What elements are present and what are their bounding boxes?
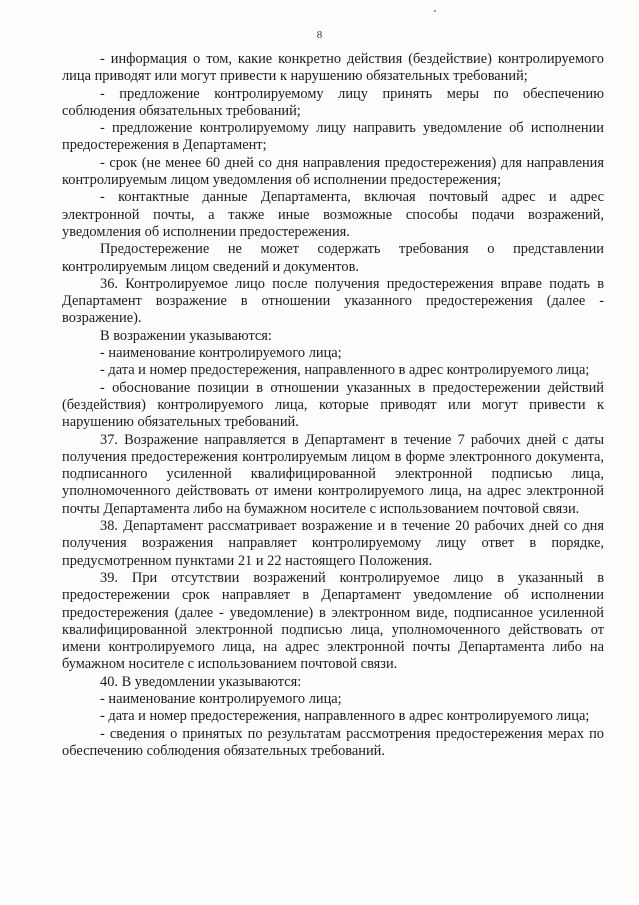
paragraph: - сведения о принятых по результатам рассмотрения предостережения мерах по обеспечению соблюдения обязательных требований.	[62, 725, 604, 759]
paragraph: Предостережение не может содержать требования о представлении контролируемым лицом сведений и документов.	[62, 241, 604, 275]
paragraph: - наименование контролируемого лица;	[100, 345, 342, 362]
paragraph: - предложение контролируемому лицу направить уведомление об исполнении предостережения в Департамент;	[62, 120, 604, 154]
paragraph: - предложение контролируемому лицу принять меры по обеспечению соблюдения обязательных требований;	[62, 85, 604, 119]
paragraph: - дата и номер предостережения, направленного в адрес контролируемого лица;	[100, 362, 590, 379]
paragraph: 37. Возражение направляется в Департамент в течение 7 рабочих дней с даты получения предостережения контролируемым лицом в форме электронного документа, подписанного усиленной квалифицированной электронной подписью лица, уполномоченного действовать от имени контролируемого лица, на адрес электронной почты Департамента либо на бумажном носителе с использованием почтовой связи.	[62, 431, 604, 517]
paragraph: 39. При отсутствии возражений контролируемое лицо в указанный в предостережении срок направляет в Департамент уведомление об исполнении предостережения (далее - уведомление) в электронном виде, подписанное усиленной квалифицированной электронной подписью лица, уполномоченного действовать от имени контролируемого лица, на адрес электронной почты Департамента либо на бумажном носителе с использованием почтовой связи.	[62, 569, 604, 673]
paragraph: 40. В уведомлении указываются:	[100, 673, 302, 690]
page-number: 8	[316, 29, 323, 41]
paragraph: - обоснование позиции в отношении указанных в предостережении действий (бездействия) контролируемого лица, которые приводят или могут привести к нарушению обязательных требований.	[62, 379, 604, 431]
scan-speck	[434, 10, 436, 12]
paragraph: - дата и номер предостережения, направленного в адрес контролируемого лица;	[100, 708, 590, 725]
paragraph: - наименование контролируемого лица;	[100, 690, 342, 707]
paragraph: 36. Контролируемое лицо после получения предостережения вправе подать в Департамент возражение в отношении указанного предостережения (далее - возражение).	[62, 275, 604, 327]
paragraph: - информация о том, какие конкретно действия (бездействие) контролируемого лица приводят или могут привести к нарушению обязательных требований;	[62, 51, 604, 85]
document-body	[62, 51, 604, 760]
paragraph: В возражении указываются:	[100, 327, 272, 344]
paragraph: - срок (не менее 60 дней со дня направления предостережения) для направления контролируемым лицом уведомления об исполнении предостережения;	[62, 154, 604, 189]
paragraph: 38. Департамент рассматривает возражение и в течение 20 рабочих дней со дня получения возражения направляет контролируемому лицу ответ в порядке, предусмотренном пунктами 21 и 22 настоящего Положения.	[62, 518, 604, 569]
paragraph: - контактные данные Департамента, включая почтовый адрес и адрес электронной почты, а также иные возможные способы подачи возражений, уведомления об исполнении предостережения.	[62, 189, 604, 240]
